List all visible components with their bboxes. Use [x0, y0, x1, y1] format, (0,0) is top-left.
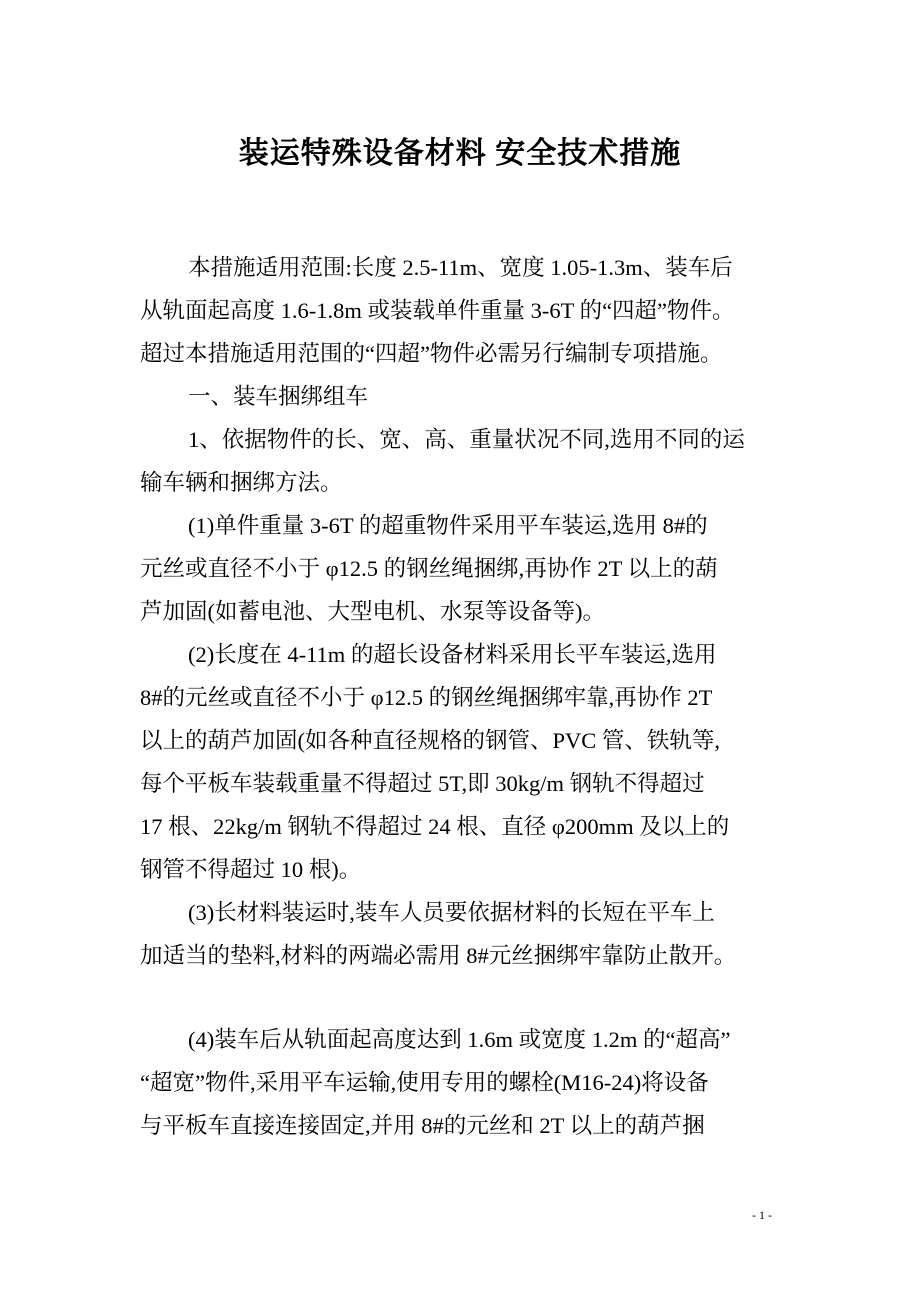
text-line: (4)装车后从轨面起高度达到 1.6m 或宽度 1.2m 的“超高”	[188, 1027, 731, 1052]
text-line: 元丝或直径不小于 φ12.5 的钢丝绳捆绑,再协作 2T 以上的葫	[140, 556, 718, 581]
text-line: (2)长度在 4-11m 的超长设备材料采用长平车装运,选用	[188, 642, 717, 667]
text-line: 8#的元丝或直径不小于 φ12.5 的钢丝绳捆绑牢靠,再协作 2T	[140, 685, 713, 710]
text-line: 17 根、22kg/m 钢轨不得超过 24 根、直径 φ200mm 及以上的	[140, 814, 730, 839]
text-line: (3)长材料装运时,装车人员要依据材料的长短在平车上	[188, 900, 715, 925]
text-line: 每个平板车装载重量不得超过 5T,即 30kg/m 钢轨不得超过	[140, 771, 705, 796]
paragraph	[140, 504, 800, 633]
paragraph	[140, 246, 800, 375]
text-line: 芦加固(如蓄电池、大型电机、水泵等设备等)。	[140, 599, 605, 624]
paragraph-spacer	[140, 977, 800, 1018]
paragraph	[140, 633, 800, 891]
text-line: 以上的葫芦加固(如各种直径规格的钢管、PVC 管、铁轨等,	[140, 728, 721, 753]
text-line: 与平板车直接连接固定,并用 8#的元丝和 2T 以上的葫芦捆	[140, 1113, 705, 1138]
text-line: (1)单件重量 3-6T 的超重物件采用平车装运,选用 8#的	[188, 513, 708, 538]
text-line: “超宽”物件,采用平车运输,使用专用的螺栓(M16-24)将设备	[140, 1070, 709, 1095]
text-line: 本措施适用范围:长度 2.5-11m、宽度 1.05-1.3m、装车后	[188, 255, 733, 280]
page-number: - 1 -	[752, 1208, 772, 1222]
text-line: 1、依据物件的长、宽、高、重量状况不同,选用不同的运	[188, 427, 745, 452]
text-line: 一、装车捆绑组车	[188, 384, 369, 409]
paragraph	[140, 375, 800, 418]
text-line: 从轨面起高度 1.6-1.8m 或装载单件重量 3-6T 的“四超”物件。	[140, 298, 735, 323]
text-line: 超过本措施适用范围的“四超”物件必需另行编制专项措施。	[140, 341, 723, 366]
document-body	[140, 246, 800, 1147]
document-title: 装运特殊设备材料 安全技术措施	[238, 137, 682, 170]
paragraph	[140, 1018, 800, 1147]
paragraph	[140, 891, 800, 977]
text-line: 加适当的垫料,材料的两端必需用 8#元丝捆绑牢靠防止散开。	[140, 943, 737, 968]
text-line: 输车辆和捆绑方法。	[140, 470, 343, 495]
paragraph	[140, 418, 800, 504]
text-line: 钢管不得超过 10 根)。	[140, 857, 362, 882]
